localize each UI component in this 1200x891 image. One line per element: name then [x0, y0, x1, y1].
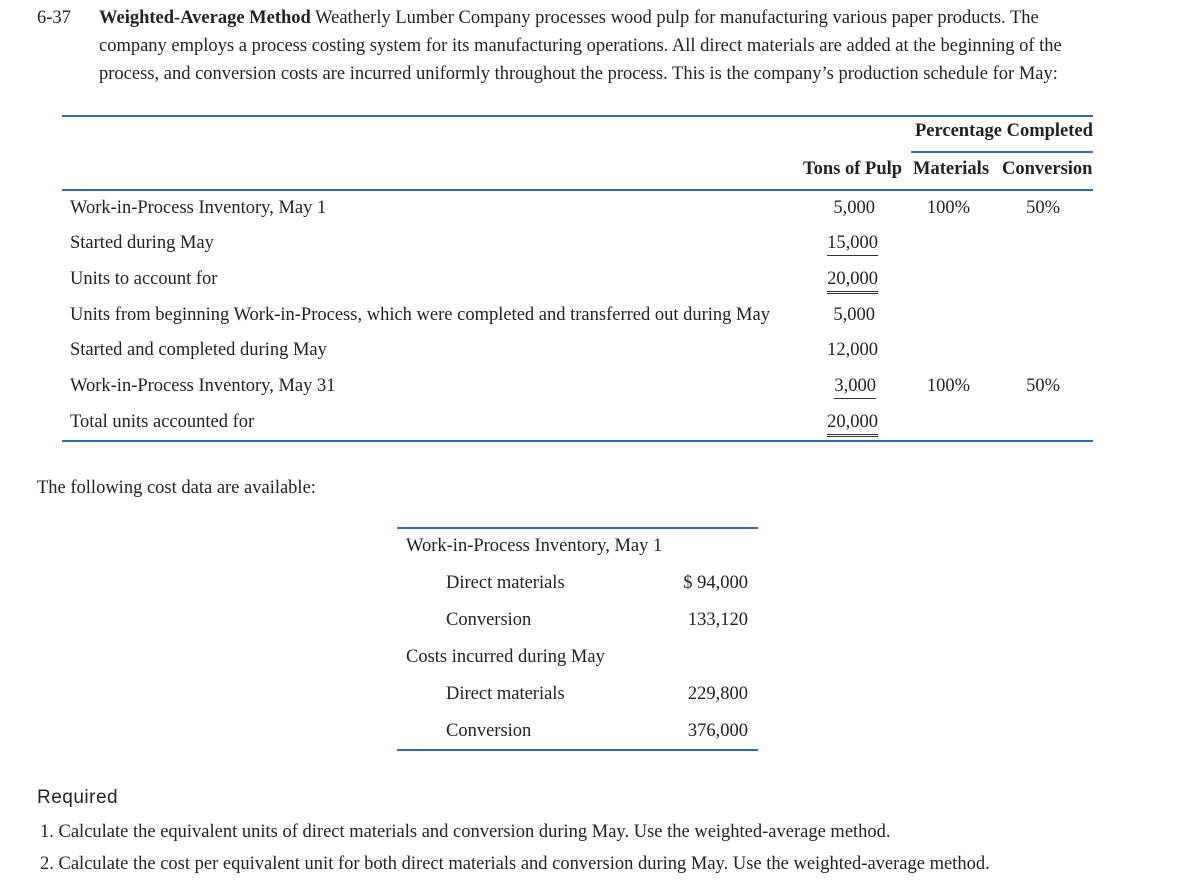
problem-line-1 [99, 8, 1039, 29]
schedule-row-tons: 20,000 [827, 269, 878, 294]
required-item-2: 2. Calculate the cost per equivalent unit for both direct materials and conversion during May. Use the weighted-average method. [40, 854, 990, 874]
schedule-row-materials: 100% [926, 376, 970, 396]
problem-title: Weighted-Average Method [99, 8, 311, 28]
required-heading: Required [37, 787, 119, 808]
problem-text-2: company employs a process costing system for its manufacturing operations. All direct materials are added at the beginning of the [99, 36, 1062, 56]
schedule-row-label: Total units accounted for [70, 412, 255, 432]
cost-row-label: Direct materials [446, 573, 565, 593]
schedule-row-label: Units to account for [70, 269, 218, 289]
cost-row-value: 376,000 [687, 721, 748, 741]
cost-row-label: Direct materials [446, 684, 565, 704]
schedule-row-label: Started and completed during May [70, 340, 327, 360]
cost-row-label: Conversion [446, 721, 532, 741]
cost-table-top-rule [397, 527, 758, 529]
schedule-row-tons: 15,000 [827, 233, 878, 256]
schedule-row-conversion: 50% [1026, 198, 1060, 218]
table-bottom-rule [62, 440, 1093, 442]
cost-row-label: Conversion [446, 610, 532, 630]
schedule-row-tons: 5,000 [833, 198, 875, 218]
schedule-row-conversion: 50% [1026, 376, 1060, 396]
cost-row-value: 229,800 [687, 684, 748, 704]
required-item-1: 1. Calculate the equivalent units of direct materials and conversion during May. Use the weighted-average method. [40, 822, 891, 842]
col-header-conversion: Conversion [1002, 159, 1093, 179]
group-header-rule [911, 151, 1093, 153]
problem-text-3: process, and conversion costs are incurred uniformly throughout the process. This is the company’s production schedule for May: [99, 64, 1058, 84]
schedule-row-tons: 5,000 [833, 305, 875, 325]
cost-row-value: 133,120 [687, 610, 748, 630]
problem-text-1: Weatherly Lumber Company processes wood pulp for manufacturing various paper products. The [315, 8, 1039, 28]
cost-data-intro: The following cost data are available: [37, 478, 316, 498]
problem-number: 6-37 [37, 8, 71, 28]
schedule-row-label: Work-in-Process Inventory, May 31 [70, 376, 336, 396]
schedule-row-label: Started during May [70, 233, 214, 253]
schedule-row-tons: 3,000 [834, 376, 876, 399]
percentage-completed-header: Percentage Completed [915, 121, 1093, 141]
col-header-tons: Tons of Pulp [803, 159, 903, 179]
schedule-row-materials: 100% [926, 198, 970, 218]
schedule-row-label: Units from beginning Work-in-Process, which were completed and transferred out during May [70, 305, 770, 325]
table-top-rule [62, 115, 1093, 117]
header-bottom-rule [62, 189, 1093, 191]
col-header-materials: Materials [913, 159, 990, 179]
schedule-row-tons: 20,000 [827, 412, 878, 437]
cost-table-bottom-rule [397, 749, 758, 751]
schedule-row-tons: 12,000 [827, 340, 878, 360]
cost-row-label: Work-in-Process Inventory, May 1 [406, 536, 663, 556]
cost-row-value: $ 94,000 [683, 573, 748, 593]
cost-row-label: Costs incurred during May [406, 647, 605, 667]
schedule-row-label: Work-in-Process Inventory, May 1 [70, 198, 327, 218]
